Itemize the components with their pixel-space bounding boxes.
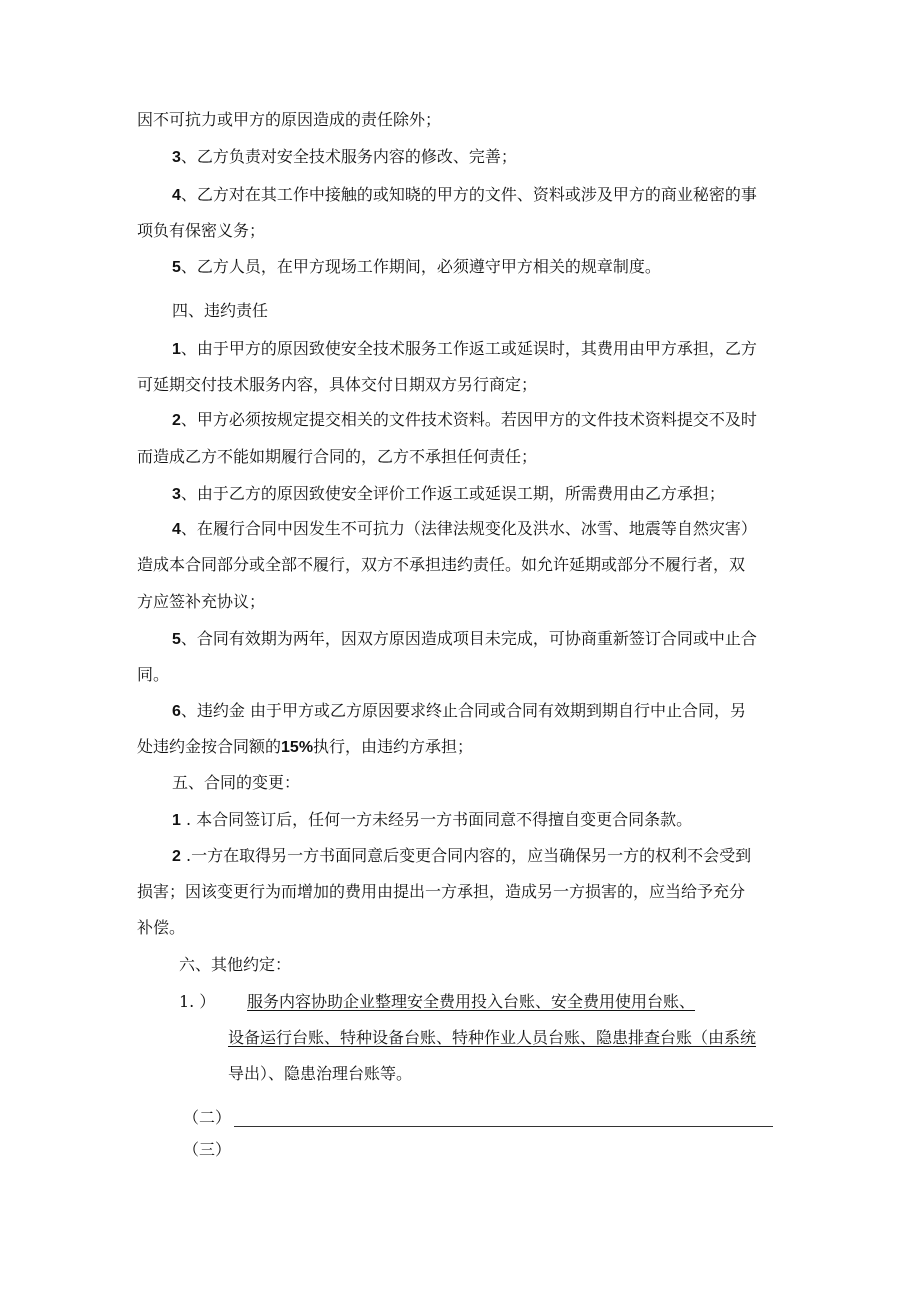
clause-number: 3 (172, 149, 181, 166)
line-text: 、乙方人员，在甲方现场工作期间，必须遵守甲方相关的规章制度。 (180, 257, 661, 276)
line-text: 导出）、隐患治理台账等。 (228, 1064, 413, 1083)
text-line-17 (172, 700, 746, 723)
line-text: 方应签补充协议； (137, 592, 266, 611)
line-text: 损害；因该变更行为而增加的费用由提出一方承担，造成另一方损害的，应当给予充分 (137, 882, 746, 901)
line-text: 、甲方必须按规定提交相关的文件技术资料。若因甲方的文件技术资料提交不及时 (180, 410, 757, 429)
text-line-3 (172, 184, 757, 207)
section-heading-4 (172, 300, 268, 322)
text-line-11 (172, 483, 725, 506)
text-line-14 (137, 591, 265, 613)
text-line-13 (137, 554, 745, 576)
other-item-1-line-1 (247, 991, 695, 1013)
line-text: 造成本合同部分或全部不履行，双方不承担违约责任。如允许延期或部分不履行者，双 (137, 555, 746, 574)
clause-number: 6 (172, 703, 181, 720)
line-text: 、乙方对在其工作中接触的或知晓的甲方的文件、资料或涉及甲方的商业秘密的事 (180, 185, 757, 204)
line-text: 、违约金 由于甲方或乙方原因要求终止合同或合同有效期到期自行中止合同，另 (180, 701, 746, 720)
line-text: 五、合同的变更： (172, 773, 301, 792)
list-marker: （三） (183, 1140, 232, 1159)
line-text: 服务内容协助企业整理安全费用投入台账、安全费用使用台账、 (247, 992, 696, 1011)
section-heading-5 (172, 772, 300, 794)
line-text: 六、其他约定： (179, 955, 292, 974)
penalty-percent: 15% (281, 739, 314, 756)
other-item-2-marker (183, 1107, 231, 1129)
clause-number: 5 (172, 631, 181, 648)
clause-number: 3 (172, 486, 181, 503)
clause-number: 4 (172, 521, 181, 538)
text-line-4 (137, 220, 265, 242)
other-item-1-line-3 (228, 1063, 412, 1085)
line-text: . 本合同签订后，任何一方未经另一方书面同意不得擅自变更合同条款。 (180, 810, 693, 829)
blank-fill-line (234, 1126, 773, 1127)
text-line-16 (137, 664, 169, 686)
text-line-23 (137, 917, 185, 939)
line-text: 、由于甲方的原因致使安全技术服务工作返工或延误时，其费用由甲方承担，乙方 (180, 339, 757, 358)
line-text: 处违约金按合同额的 (137, 737, 282, 756)
line-text: 、在履行合同中因发生不可抗力（法律法规变化及洪水、冰雪、地震等自然灾害） (180, 519, 757, 538)
line-text: 、由于乙方的原因致使安全评价工作返工或延误工期，所需费用由乙方承担； (180, 484, 725, 503)
text-line-18 (137, 736, 473, 759)
text-line-5 (172, 256, 661, 279)
list-marker: 1. ） (179, 992, 216, 1011)
clause-number: 5 (172, 259, 181, 276)
text-line-7 (172, 338, 757, 361)
line-text: 、乙方负责对安全技术服务内容的修改、完善； (180, 147, 517, 166)
line-text: 因不可抗力或甲方的原因造成的责任除外； (137, 110, 442, 129)
section-heading-6 (179, 954, 291, 976)
list-marker: （二） (183, 1108, 232, 1127)
text-line-1 (137, 109, 441, 131)
line-text: 同。 (137, 665, 170, 684)
clause-number: 2 (172, 848, 181, 865)
line-text: 四、违约责任 (172, 301, 269, 320)
text-line-22 (137, 881, 745, 903)
text-line-9 (172, 409, 757, 432)
text-line-2 (172, 146, 517, 169)
clause-number: 1 (172, 812, 181, 829)
line-text: 而造成乙方不能如期履行合同的，乙方不承担任何责任； (137, 447, 538, 466)
text-line-21 (172, 845, 751, 868)
text-line-12 (172, 518, 757, 541)
line-text: 、合同有效期为两年，因双方原因造成项目未完成，可协商重新签订合同或中止合 (180, 629, 757, 648)
other-item-1-line-2 (228, 1027, 756, 1049)
text-line-15 (172, 628, 757, 651)
clause-number: 1 (172, 341, 181, 358)
line-text: 设备运行台账、特种设备台账、特种作业人员台账、隐患排查台账（由系统 (228, 1028, 757, 1047)
text-line-8 (137, 374, 537, 396)
other-item-3-marker (183, 1139, 231, 1161)
line-text: .一方在取得另一方书面同意后变更合同内容的，应当确保另一方的权利不会受到 (180, 846, 752, 865)
line-text: 执行，由违约方承担； (313, 737, 474, 756)
line-text: 可延期交付技术服务内容，具体交付日期双方另行商定； (137, 375, 538, 394)
line-text: 项负有保密义务； (137, 221, 266, 240)
clause-number: 2 (172, 412, 181, 429)
text-line-20 (172, 809, 692, 832)
clause-number: 4 (172, 187, 181, 204)
text-line-10 (137, 446, 537, 468)
line-text: 补偿。 (137, 918, 186, 937)
other-item-1-marker (179, 991, 215, 1013)
